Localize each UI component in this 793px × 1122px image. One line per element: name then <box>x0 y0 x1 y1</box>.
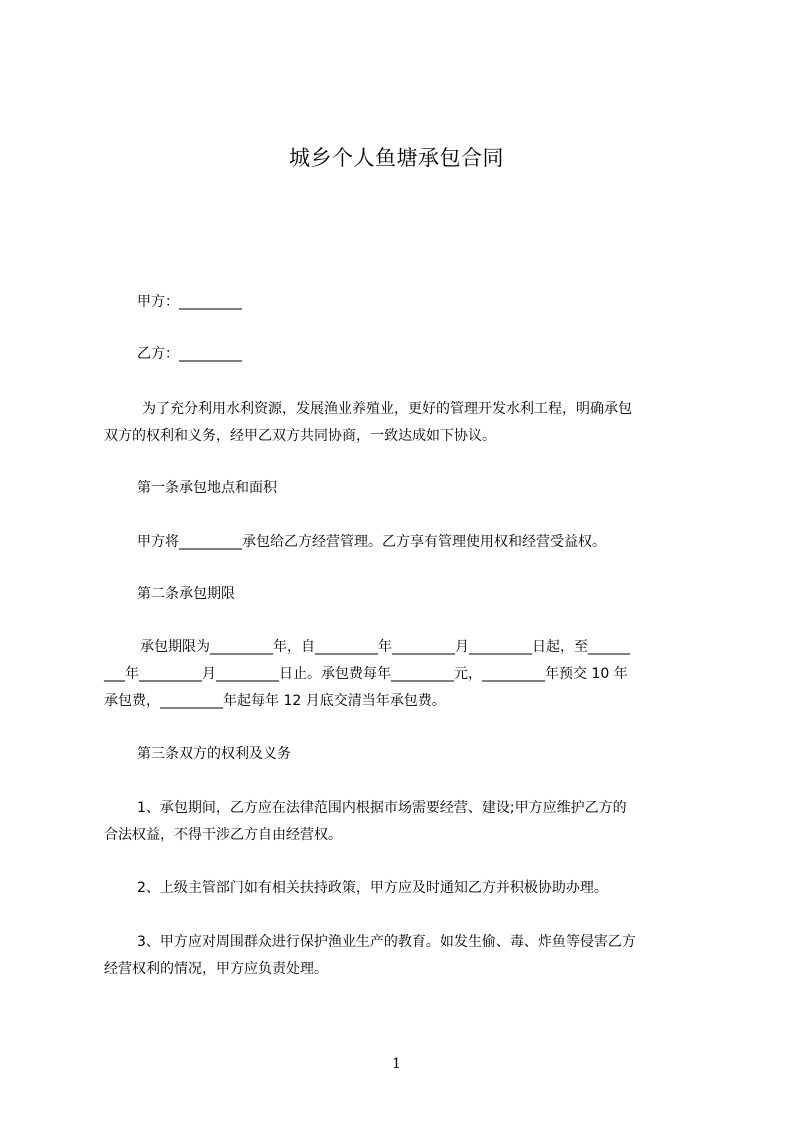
article2-heading: 第二条承包期限 <box>137 586 235 602</box>
article1-text: 甲方将_________承包给乙方经营管理。乙方享有管理使用权和经营受益权。 <box>137 534 606 550</box>
page-number: 1 <box>392 1056 401 1072</box>
party-b-line: 乙方：_________ <box>137 346 242 362</box>
clause3-line-2: 经营权利的情况，甲方应负责处理。 <box>104 961 328 977</box>
article2-line-1: 承包期限为_________年，自_________年_________月_________日起，至______ <box>140 639 630 655</box>
article3-heading: 第三条双方的权利及义务 <box>137 746 291 762</box>
clause1-line-2: 合法权益，不得干涉乙方自由经营权。 <box>104 827 342 843</box>
article2-line-3: 承包费，_________年起每年 12 月底交清当年承包费。 <box>104 693 446 709</box>
article2-line-2: ___年_________月_________日止。承包费每年_________元，_________年预交 10 年 <box>104 666 628 682</box>
intro-line-1: 为了充分利用水利资源，发展渔业养殖业，更好的管理开发水利工程，明确承包 <box>142 401 632 417</box>
party-a-line: 甲方：_________ <box>137 294 242 310</box>
clause1-line-1: 1、承包期间，乙方应在法律范围内根据市场需要经营、建设;甲方应维护乙方的 <box>137 800 627 816</box>
clause3-line-1: 3、甲方应对周围群众进行保护渔业生产的教育。如发生偷、毒、炸鱼等侵害乙方 <box>137 934 636 950</box>
clause2-line: 2、上级主管部门如有相关扶持政策，甲方应及时通知乙方并积极协助办理。 <box>137 880 608 896</box>
article1-heading: 第一条承包地点和面积 <box>137 480 277 496</box>
intro-line-2: 双方的权利和义务，经甲乙双方共同协商，一致达成如下协议。 <box>104 428 496 444</box>
document-title: 城乡个人鱼塘承包合同 <box>289 146 504 170</box>
